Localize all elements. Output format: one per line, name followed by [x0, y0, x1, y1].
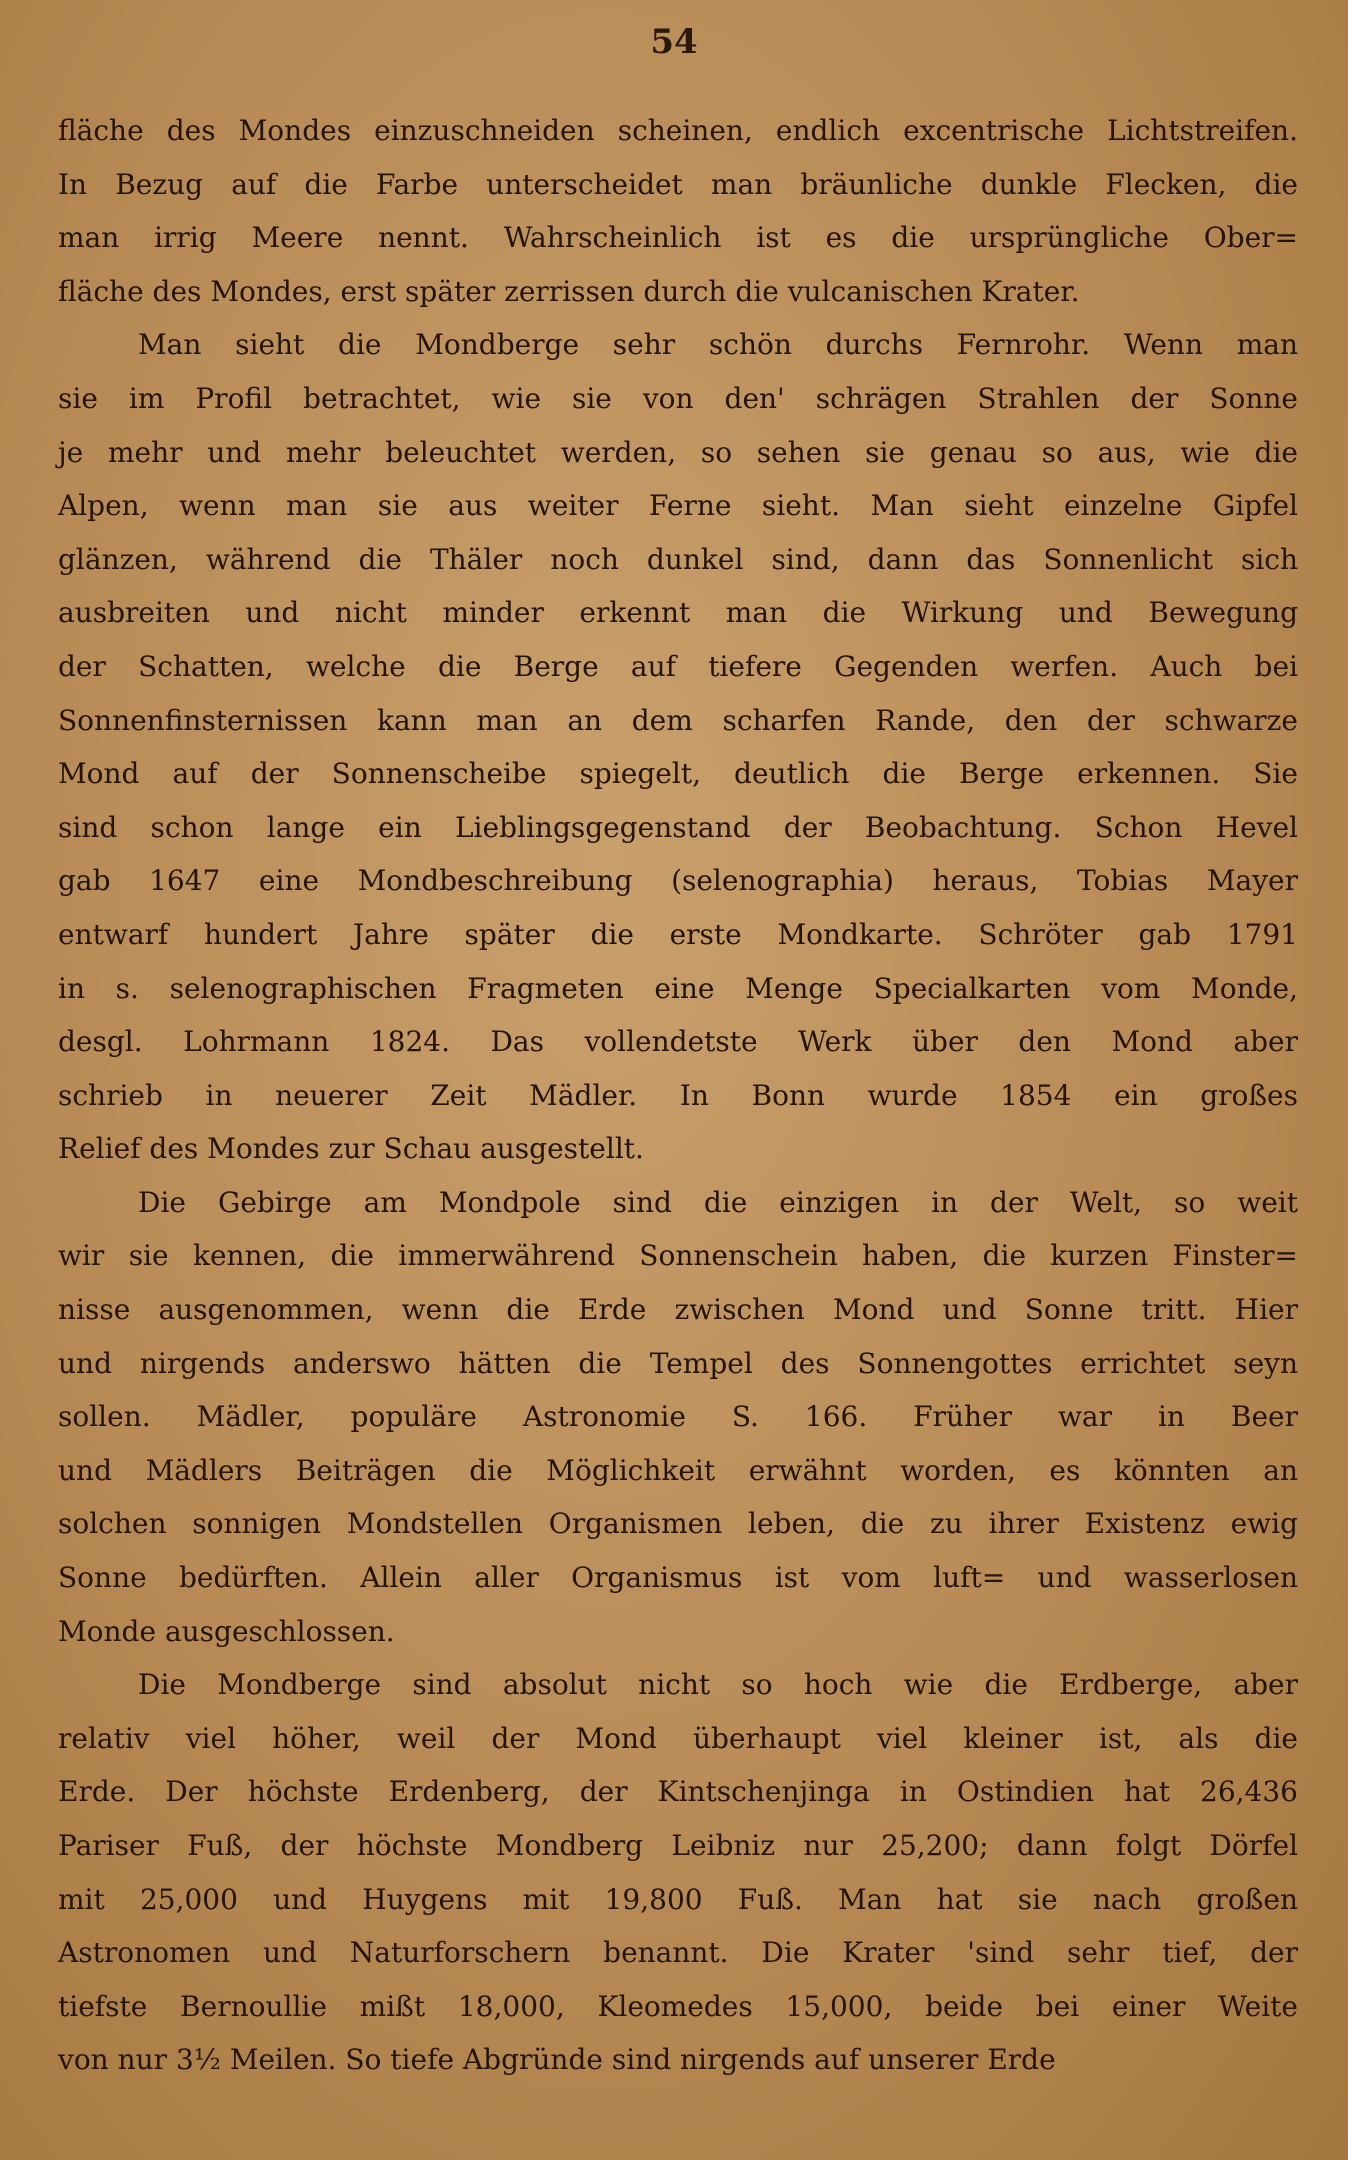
text-line: In Bezug auf die Farbe unterscheidet man bräunliche dunkle Flecken, die: [58, 167, 1298, 201]
text-line: sie im Profil betrachtet, wie sie von den' schrägen Strahlen der Sonne: [58, 381, 1298, 415]
paragraph: [58, 1658, 1298, 2087]
text-line: Monde ausgeschlossen.: [58, 1614, 395, 1648]
text-line: und nirgends anderswo hätten die Tempel des Sonnengottes errichtet seyn: [58, 1346, 1298, 1380]
text-line: je mehr und mehr beleuchtet werden, so sehen sie genau so aus, wie die: [58, 435, 1298, 469]
text-line: gab 1647 eine Mondbeschreibung (selenographia) heraus, Tobias Mayer: [58, 864, 1298, 898]
text-line: in s. selenographischen Fragmeten eine Menge Specialkarten vom Monde,: [58, 971, 1298, 1005]
text-line: fläche des Mondes, erst später zerrissen durch die vulcanischen Krater.: [58, 274, 1080, 308]
text-line: tiefste Bernoullie mißt 18,000, Kleomedes 15,000, beide bei einer Weite: [58, 1989, 1298, 2023]
text-line: wir sie kennen, die immerwährend Sonnenschein haben, die kurzen Finster=: [58, 1239, 1298, 1273]
text-line: und Mädlers Beiträgen die Möglichkeit erwähnt worden, es könnten an: [58, 1453, 1298, 1487]
text-line: sollen. Mädler, populäre Astronomie S. 166. Früher war in Beer: [58, 1400, 1298, 1434]
text-line: schrieb in neuerer Zeit Mädler. In Bonn wurde 1854 ein großes: [58, 1078, 1298, 1112]
text-line: glänzen, während die Thäler noch dunkel sind, dann das Sonnenlicht sich: [58, 542, 1298, 576]
text-line: desgl. Lohrmann 1824. Das vollendetste Werk über den Mond aber: [58, 1025, 1298, 1059]
text-line: fläche des Mondes einzuschneiden scheinen, endlich excentrische Lichtstreifen.: [58, 114, 1298, 147]
text-line: sind schon lange ein Lieblingsgegenstand der Beobachtung. Schon Hevel: [58, 810, 1298, 844]
paragraph: [58, 104, 1298, 318]
text-line: relativ viel höher, weil der Mond überhaupt viel kleiner ist, als die: [58, 1721, 1298, 1755]
text-line: ausbreiten und nicht minder erkennt man die Wirkung und Bewegung: [58, 596, 1298, 630]
text-line: Erde. Der höchste Erdenberg, der Kintschenjinga in Ostindien hat 26,436: [58, 1775, 1298, 1809]
text-line: Sonne bedürften. Allein aller Organismus ist vom luft= und wasserlosen: [58, 1561, 1298, 1595]
paragraph: [58, 1176, 1298, 1658]
text-line: nisse ausgenommen, wenn die Erde zwischen Mond und Sonne tritt. Hier: [58, 1293, 1298, 1327]
text-line: Man sieht die Mondberge sehr schön durchs Fernrohr. Wenn man: [138, 328, 1298, 362]
text-line: man irrig Meere nennt. Wahrscheinlich ist es die ursprüngliche Ober=: [58, 221, 1298, 255]
text-line: Relief des Mondes zur Schau ausgestellt.: [58, 1132, 644, 1166]
text-line: Die Gebirge am Mondpole sind die einzigen in der Welt, so weit: [138, 1185, 1298, 1219]
paragraph: [58, 318, 1298, 1176]
text-line: solchen sonnigen Mondstellen Organismen leben, die zu ihrer Existenz ewig: [58, 1507, 1298, 1541]
text-line: der Schatten, welche die Berge auf tiefere Gegenden werfen. Auch bei: [58, 649, 1298, 683]
text-line: entwarf hundert Jahre später die erste Mondkarte. Schröter gab 1791: [58, 917, 1298, 951]
text-line: Pariser Fuß, der höchste Mondberg Leibniz nur 25,200; dann folgt Dörfel: [58, 1829, 1298, 1862]
page-number: 54: [650, 22, 698, 62]
text-line: Astronomen und Naturforschern benannt. Die Krater 'sind sehr tief, der: [58, 1936, 1298, 1970]
body-text: [58, 104, 1298, 2087]
text-line: mit 25,000 und Huygens mit 19,800 Fuß. Man hat sie nach großen: [58, 1882, 1298, 1916]
text-line: Die Mondberge sind absolut nicht so hoch wie die Erdberge, aber: [138, 1668, 1298, 1702]
text-line: Mond auf der Sonnenscheibe spiegelt, deutlich die Berge erkennen. Sie: [58, 757, 1298, 791]
text-line: von nur 3½ Meilen. So tiefe Abgründe sind nirgends auf unserer Erde: [58, 2043, 1056, 2077]
text-line: Alpen, wenn man sie aus weiter Ferne sieht. Man sieht einzelne Gipfel: [58, 489, 1298, 523]
text-line: Sonnenfinsternissen kann man an dem scharfen Rande, den der schwarze: [58, 703, 1298, 737]
